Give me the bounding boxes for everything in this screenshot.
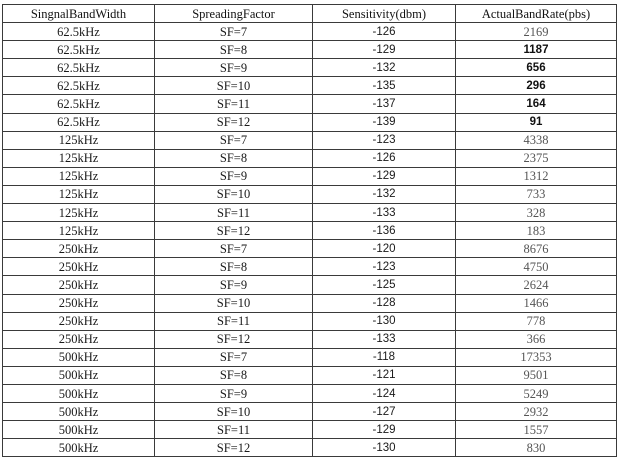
cell-spreading-factor: SF=7 — [155, 348, 313, 366]
cell-band-rate: 830 — [456, 439, 617, 457]
table-row — [3, 149, 617, 167]
table-row — [3, 113, 617, 131]
cell-sensitivity: -129 — [313, 167, 456, 185]
cell-spreading-factor: SF=12 — [155, 330, 313, 348]
cell-band-rate: 91 — [456, 113, 617, 131]
header-actual-band-rate: ActualBandRate(pbs) — [456, 5, 617, 23]
table-row — [3, 222, 617, 240]
cell-bandwidth: 500kHz — [3, 421, 155, 439]
cell-spreading-factor: SF=8 — [155, 41, 313, 59]
cell-band-rate: 164 — [456, 95, 617, 113]
cell-band-rate: 778 — [456, 312, 617, 330]
cell-band-rate: 5249 — [456, 384, 617, 402]
cell-spreading-factor: SF=12 — [155, 113, 313, 131]
cell-bandwidth: 125kHz — [3, 149, 155, 167]
table-row — [3, 59, 617, 77]
cell-spreading-factor: SF=10 — [155, 294, 313, 312]
cell-band-rate: 4750 — [456, 258, 617, 276]
cell-spreading-factor: SF=8 — [155, 149, 313, 167]
cell-spreading-factor: SF=7 — [155, 131, 313, 149]
table-row — [3, 384, 617, 402]
cell-band-rate: 1466 — [456, 294, 617, 312]
cell-band-rate: 183 — [456, 222, 617, 240]
table-row — [3, 330, 617, 348]
cell-band-rate: 2169 — [456, 23, 617, 41]
cell-bandwidth: 250kHz — [3, 312, 155, 330]
cell-band-rate: 2375 — [456, 149, 617, 167]
cell-sensitivity: -139 — [313, 113, 456, 131]
cell-bandwidth: 250kHz — [3, 240, 155, 258]
cell-spreading-factor: SF=9 — [155, 384, 313, 402]
cell-sensitivity: -123 — [313, 131, 456, 149]
cell-spreading-factor: SF=11 — [155, 312, 313, 330]
header-spreading-factor: SpreadingFactor — [155, 5, 313, 23]
cell-spreading-factor: SF=10 — [155, 403, 313, 421]
cell-bandwidth: 62.5kHz — [3, 113, 155, 131]
cell-band-rate: 1312 — [456, 167, 617, 185]
cell-sensitivity: -130 — [313, 439, 456, 457]
cell-band-rate: 8676 — [456, 240, 617, 258]
cell-sensitivity: -123 — [313, 258, 456, 276]
cell-band-rate: 366 — [456, 330, 617, 348]
cell-sensitivity: -118 — [313, 348, 456, 366]
header-row — [3, 5, 617, 23]
cell-sensitivity: -125 — [313, 276, 456, 294]
cell-bandwidth: 500kHz — [3, 403, 155, 421]
cell-bandwidth: 250kHz — [3, 258, 155, 276]
table-row — [3, 95, 617, 113]
cell-bandwidth: 62.5kHz — [3, 23, 155, 41]
cell-bandwidth: 125kHz — [3, 204, 155, 222]
cell-bandwidth: 500kHz — [3, 439, 155, 457]
table-row — [3, 348, 617, 366]
table-row — [3, 294, 617, 312]
cell-spreading-factor: SF=7 — [155, 240, 313, 258]
cell-band-rate: 733 — [456, 185, 617, 203]
table-row — [3, 167, 617, 185]
cell-bandwidth: 500kHz — [3, 348, 155, 366]
cell-spreading-factor: SF=9 — [155, 59, 313, 77]
cell-band-rate: 4338 — [456, 131, 617, 149]
header-sensitivity: Sensitivity(dbm) — [313, 5, 456, 23]
cell-spreading-factor: SF=12 — [155, 222, 313, 240]
cell-bandwidth: 62.5kHz — [3, 59, 155, 77]
table-row — [3, 185, 617, 203]
table-body — [3, 23, 617, 457]
table-row — [3, 204, 617, 222]
lora-parameter-table — [2, 4, 617, 457]
cell-sensitivity: -129 — [313, 421, 456, 439]
cell-spreading-factor: SF=12 — [155, 439, 313, 457]
cell-bandwidth: 125kHz — [3, 131, 155, 149]
cell-band-rate: 296 — [456, 77, 617, 95]
cell-sensitivity: -127 — [313, 403, 456, 421]
cell-bandwidth: 125kHz — [3, 167, 155, 185]
table-header — [3, 5, 617, 23]
cell-bandwidth: 250kHz — [3, 294, 155, 312]
table-row — [3, 77, 617, 95]
cell-spreading-factor: SF=11 — [155, 95, 313, 113]
header-signal-bandwidth: SingnalBandWidth — [3, 5, 155, 23]
cell-sensitivity: -130 — [313, 312, 456, 330]
cell-sensitivity: -133 — [313, 330, 456, 348]
cell-bandwidth: 125kHz — [3, 185, 155, 203]
cell-sensitivity: -132 — [313, 59, 456, 77]
table-row — [3, 403, 617, 421]
cell-bandwidth: 250kHz — [3, 276, 155, 294]
cell-bandwidth: 500kHz — [3, 366, 155, 384]
cell-sensitivity: -136 — [313, 222, 456, 240]
table-row — [3, 421, 617, 439]
cell-sensitivity: -124 — [313, 384, 456, 402]
cell-sensitivity: -137 — [313, 95, 456, 113]
cell-sensitivity: -133 — [313, 204, 456, 222]
cell-spreading-factor: SF=8 — [155, 258, 313, 276]
cell-bandwidth: 62.5kHz — [3, 41, 155, 59]
cell-bandwidth: 62.5kHz — [3, 95, 155, 113]
cell-band-rate: 656 — [456, 59, 617, 77]
cell-bandwidth: 62.5kHz — [3, 77, 155, 95]
cell-sensitivity: -132 — [313, 185, 456, 203]
cell-spreading-factor: SF=11 — [155, 204, 313, 222]
cell-band-rate: 328 — [456, 204, 617, 222]
table-row — [3, 240, 617, 258]
cell-spreading-factor: SF=7 — [155, 23, 313, 41]
cell-band-rate: 1187 — [456, 41, 617, 59]
cell-bandwidth: 250kHz — [3, 330, 155, 348]
cell-sensitivity: -129 — [313, 41, 456, 59]
table-row — [3, 439, 617, 457]
table-row — [3, 276, 617, 294]
cell-spreading-factor: SF=10 — [155, 185, 313, 203]
cell-band-rate: 17353 — [456, 348, 617, 366]
cell-sensitivity: -126 — [313, 23, 456, 41]
cell-sensitivity: -128 — [313, 294, 456, 312]
lora-parameter-table-container — [2, 4, 616, 457]
cell-band-rate: 9501 — [456, 366, 617, 384]
cell-sensitivity: -126 — [313, 149, 456, 167]
cell-spreading-factor: SF=9 — [155, 167, 313, 185]
cell-spreading-factor: SF=11 — [155, 421, 313, 439]
cell-band-rate: 2624 — [456, 276, 617, 294]
table-row — [3, 41, 617, 59]
cell-spreading-factor: SF=9 — [155, 276, 313, 294]
cell-bandwidth: 500kHz — [3, 384, 155, 402]
table-row — [3, 366, 617, 384]
cell-band-rate: 2932 — [456, 403, 617, 421]
table-row — [3, 23, 617, 41]
table-row — [3, 131, 617, 149]
cell-sensitivity: -121 — [313, 366, 456, 384]
table-row — [3, 312, 617, 330]
cell-sensitivity: -120 — [313, 240, 456, 258]
cell-bandwidth: 125kHz — [3, 222, 155, 240]
table-row — [3, 258, 617, 276]
cell-sensitivity: -135 — [313, 77, 456, 95]
cell-spreading-factor: SF=10 — [155, 77, 313, 95]
cell-spreading-factor: SF=8 — [155, 366, 313, 384]
cell-band-rate: 1557 — [456, 421, 617, 439]
